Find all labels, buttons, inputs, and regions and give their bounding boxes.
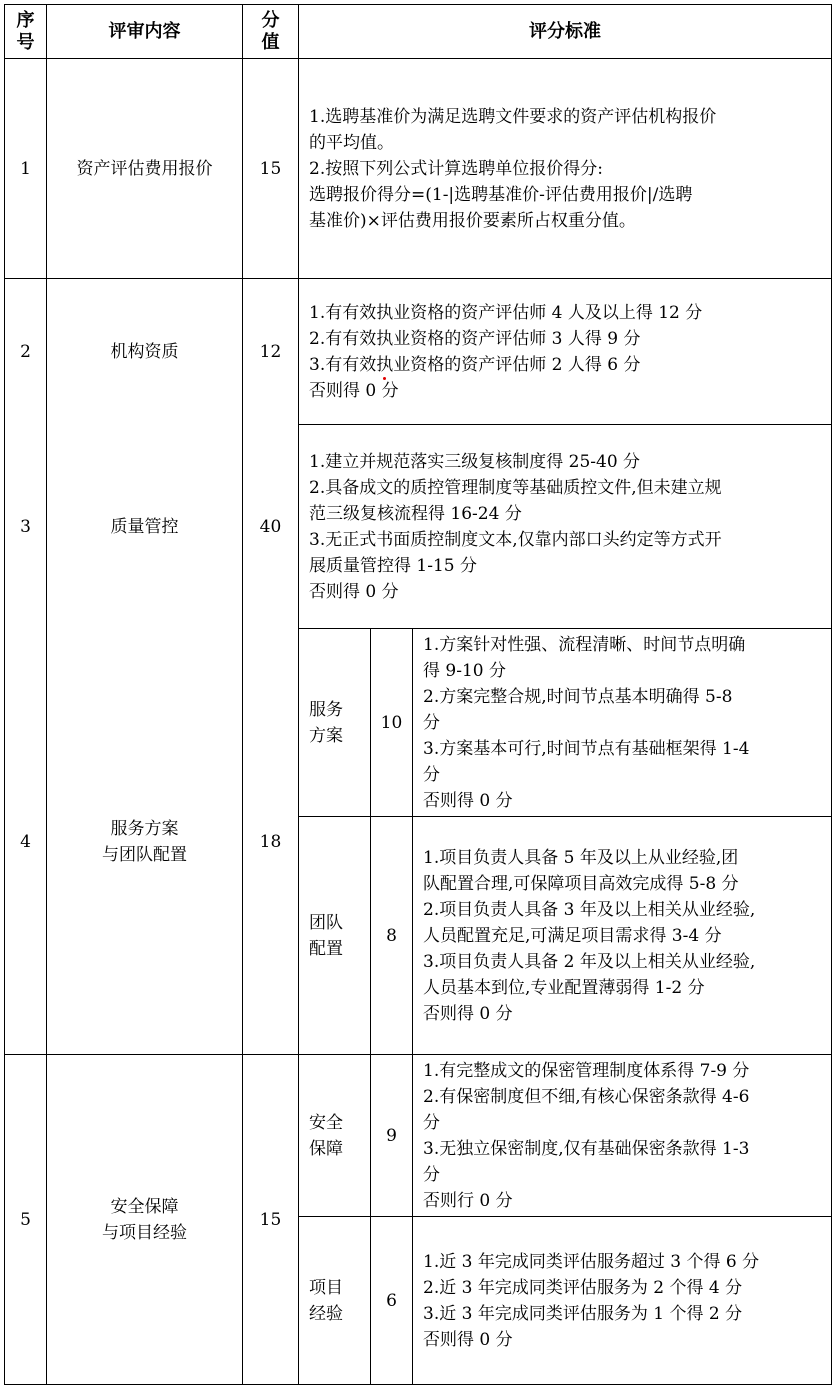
row-4-points	[243, 629, 298, 1054]
header-content-text: 评审内容	[108, 20, 181, 42]
row-2-criteria-text: 1.有有效执业资格的资产评估师 4 人及以上得 12 分 2.有有效执业资格的资产评估师 3 人得 9 分 3.有有效执业资格的资产评估师 2 人得 6 分 否则得 0 分	[309, 302, 703, 401]
red-mark	[383, 377, 386, 380]
row-5-index-text: 5	[20, 1209, 31, 1230]
row-5-sub-1-points	[371, 1055, 412, 1216]
row-3-index	[5, 425, 46, 628]
row-4-sub-1-points	[371, 629, 412, 816]
row-1-points-text: 15	[259, 158, 282, 179]
row-4-sub-2-name-text: 团队 配置	[309, 912, 343, 959]
row-3-index-text: 3	[20, 516, 31, 537]
row-4-content	[47, 629, 242, 1054]
header-content	[47, 5, 242, 58]
row-4-sub-1-name	[299, 629, 370, 816]
row-4-sub-2-criteria-text: 1.项目负责人具备 5 年及以上从业经验,团 队配置合理,可保障项目高效完成得 5-8 分 2.项目负责人具备 3 年及以上相关从业经验, 人员配置充足,可满足项目需求得 3-4 分 3.项目负责人具备 2 年及以上相关从业经验, 人员基本到位,专业配置薄弱得 1-2 分 否则得 0 分	[423, 847, 756, 1024]
row-1-criteria-text: 1.选聘基准价为满足选聘文件要求的资产评估机构报价 的平均值。 2.按照下列公式计算选聘单位报价得分: 选聘报价得分=(1-|选聘基准价-评估费用报价|/选聘 基准价)×评估费用报价要素所占权重分值。	[309, 106, 717, 231]
row-2-content	[47, 279, 242, 424]
row-2-index	[5, 279, 46, 424]
row-2-points	[243, 279, 298, 424]
row-5-index	[5, 1055, 46, 1384]
row-5-sub-1-criteria	[413, 1055, 831, 1216]
header-criteria	[299, 5, 831, 58]
row-5-sub-2-name-text: 项目 经验	[309, 1277, 343, 1324]
table-border-bottom	[4, 1384, 832, 1385]
row-3-content	[47, 425, 242, 628]
row-4-sub-1-criteria-text: 1.方案针对性强、流程清晰、时间节点明确 得 9-10 分 2.方案完整合规,时间节点基本明确得 5-8 分 3.方案基本可行,时间节点有基础框架得 1-4 分 否则得 0 分	[423, 634, 750, 811]
row-4-index-text: 4	[20, 831, 31, 852]
row-4-sub-1-criteria	[413, 629, 831, 816]
row-5-sub-1-criteria-text: 1.有完整成文的保密管理制度体系得 7-9 分 2.有保密制度但不细,有核心保密条款得 4-6 分 3.无独立保密制度,仅有基础保密条款得 1-3 分 否则行 0 分	[423, 1060, 750, 1211]
row-2-criteria	[299, 279, 831, 424]
row-4-sub-1-points-text: 10	[380, 712, 403, 733]
row-1-points	[243, 59, 298, 278]
row-1-index-text: 1	[20, 158, 31, 179]
row-3-criteria-text: 1.建立并规范落实三级复核制度得 25-40 分 2.具备成文的质控管理制度等基础质控文件,但未建立规 范三级复核流程得 16-24 分 3.无正式书面质控制度文本,仅靠内部口头约定等方式开 展质量管控得 1-15 分 否则得 0 分	[309, 451, 722, 602]
row-4-index	[5, 629, 46, 1054]
row-2-index-text: 2	[20, 341, 31, 362]
header-index-text: 序 号	[16, 9, 35, 53]
row-5-sub-1-name	[299, 1055, 370, 1216]
row-5-content-text: 安全保障 与项目经验	[102, 1196, 187, 1243]
row-2-points-text: 12	[259, 341, 282, 362]
row-5-points	[243, 1055, 298, 1384]
row-5-sub-2-points-text: 6	[386, 1290, 397, 1311]
header-points	[243, 5, 298, 58]
header-points-text: 分 值	[261, 9, 280, 53]
row-5-sub-2-criteria	[413, 1217, 831, 1384]
row-3-points-text: 40	[259, 516, 282, 537]
row-1-content-text: 资产评估费用报价	[76, 158, 213, 179]
row-1-content	[47, 59, 242, 278]
row-5-sub-1-points-text: 9	[386, 1125, 397, 1146]
row-5-sub-2-name	[299, 1217, 370, 1384]
row-2-content-text: 机构资质	[110, 341, 179, 362]
row-5-points-text: 15	[259, 1209, 282, 1230]
header-index	[5, 5, 46, 58]
row-3-points	[243, 425, 298, 628]
row-1-index	[5, 59, 46, 278]
row-4-sub-2-points-text: 8	[386, 925, 397, 946]
row-1-criteria	[299, 59, 831, 278]
row-4-points-text: 18	[259, 831, 282, 852]
row-3-content-text: 质量管控	[110, 516, 179, 537]
row-5-sub-2-criteria-text: 1.近 3 年完成同类评估服务超过 3 个得 6 分 2.近 3 年完成同类评估服务为 2 个得 4 分 3.近 3 年完成同类评估服务为 1 个得 2 分 否则得 0 分	[423, 1251, 760, 1350]
row-5-content	[47, 1055, 242, 1384]
row-4-sub-1-name-text: 服务 方案	[309, 699, 343, 746]
row-5-sub-2-points	[371, 1217, 412, 1384]
row-4-sub-2-name	[299, 817, 370, 1054]
row-5-sub-1-name-text: 安全 保障	[309, 1112, 343, 1159]
row-4-sub-2-points	[371, 817, 412, 1054]
header-criteria-text: 评分标准	[529, 20, 601, 42]
table-border-right	[831, 4, 832, 1385]
row-4-content-text: 服务方案 与团队配置	[102, 818, 187, 865]
row-3-criteria	[299, 425, 831, 628]
row-4-sub-2-criteria	[413, 817, 831, 1054]
